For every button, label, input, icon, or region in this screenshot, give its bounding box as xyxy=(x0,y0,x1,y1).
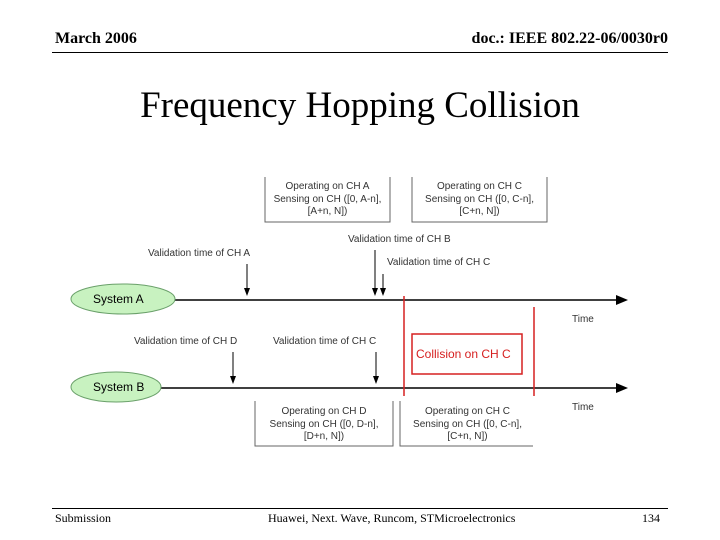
label-validation-c-top: Validation time of CH C xyxy=(387,257,491,268)
label-validation-b: Validation time of CH B xyxy=(348,234,451,245)
collision-label: Collision on CH C xyxy=(416,347,511,361)
top-box-c-line2: Sensing on CH ([0, C-n], xyxy=(425,193,534,205)
system-a-arrowhead xyxy=(616,295,628,305)
bottom-box-c-line2: Sensing on CH ([0, C-n], xyxy=(413,418,522,430)
marker-validation-a-head xyxy=(244,288,250,296)
system-b-label: System B xyxy=(93,380,145,394)
top-box-c-line3: [C+n, N]) xyxy=(459,206,500,217)
bottom-box-d-line3: [D+n, N]) xyxy=(303,431,345,442)
marker-validation-d-head xyxy=(230,376,236,384)
marker-validation-c-top-head xyxy=(380,288,386,296)
footer-page-number: 134 xyxy=(642,511,660,525)
top-box-a xyxy=(265,181,390,219)
footer-authors: Huawei, Next. Wave, Runcom, STMicroelectronics xyxy=(268,511,516,525)
footer-submission: Submission xyxy=(55,511,112,525)
footer-rule xyxy=(52,508,668,509)
bottom-box-c-line1: Operating on CH C xyxy=(424,406,511,417)
top-box-a-line2: Sensing on CH ([0, A-n], xyxy=(273,193,382,205)
label-time-a: Time xyxy=(572,314,594,325)
system-b-arrowhead xyxy=(616,383,628,393)
bottom-box-d-line1: Operating on CH D xyxy=(281,406,367,417)
slide-title: Frequency Hopping Collision xyxy=(140,85,580,126)
top-box-a-line3: [A+n, N]) xyxy=(307,206,348,217)
top-box-a-line1: Operating on CH A xyxy=(285,181,370,192)
system-a-label: System A xyxy=(93,292,144,306)
bottom-box-d-line2: Sensing on CH ([0, D-n], xyxy=(269,418,379,430)
marker-validation-b-head xyxy=(372,288,378,296)
bottom-box-c-line3: [C+n, N]) xyxy=(447,431,488,442)
marker-validation-c-bottom-head xyxy=(373,376,379,384)
label-validation-d: Validation time of CH D xyxy=(134,336,238,347)
header-doc-id: doc.: IEEE 802.22-06/0030r0 xyxy=(471,30,668,47)
bottom-box-d xyxy=(255,406,393,444)
top-box-c xyxy=(412,181,547,219)
label-validation-c-bottom: Validation time of CH C xyxy=(273,336,377,347)
label-time-b: Time xyxy=(572,402,594,413)
bottom-box-c xyxy=(400,406,535,444)
header-date: March 2006 xyxy=(55,30,137,47)
label-validation-a: Validation time of CH A xyxy=(148,248,251,259)
top-box-c-line1: Operating on CH C xyxy=(436,181,523,192)
